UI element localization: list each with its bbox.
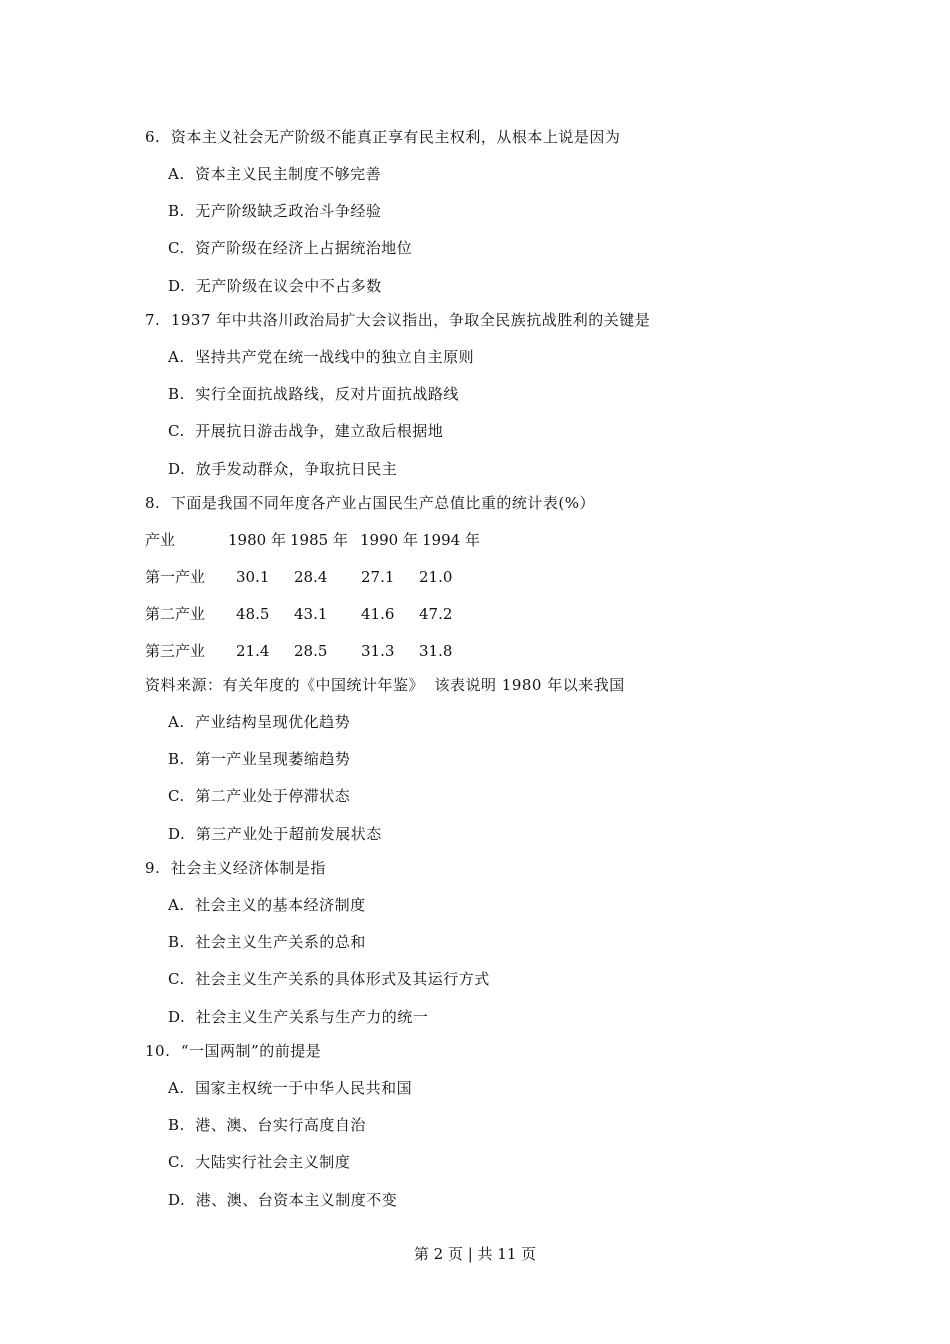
question-6-option-d: D. 无产阶级在议会中不占多数 xyxy=(168,277,382,295)
question-8-option-b: B. 第一产业呈现萎缩趋势 xyxy=(168,750,351,768)
question-9-option-d: D. 社会主义生产关系与生产力的统一 xyxy=(168,1008,429,1026)
question-7-option-b: B. 实行全面抗战路线，反对片面抗战路线 xyxy=(168,385,459,403)
question-7-stem: 7. 1937 年中共洛川政治局扩大会议指出，争取全民族抗战胜利的关键是 xyxy=(145,311,651,329)
table-cell: 28.4 xyxy=(294,568,328,586)
table-source-note: 资料来源：有关年度的《中国统计年鉴》 该表说明 1980 年以来我国 xyxy=(145,676,625,694)
question-10-stem: 10. “一国两制”的前提是 xyxy=(145,1042,322,1060)
question-10-option-a: A. 国家主权统一于中华人民共和国 xyxy=(168,1079,413,1097)
question-7-option-a: A. 坚持共产党在统一战线中的独立自主原则 xyxy=(168,348,475,366)
table-cell: 28.5 xyxy=(294,642,328,660)
table-cell-label: 第一产业 xyxy=(145,568,206,586)
table-header-1994: 1994 年 xyxy=(422,531,480,549)
question-6-stem: 6. 资本主义社会无产阶级不能真正享有民主权利，从根本上说是因为 xyxy=(145,128,621,146)
table-cell: 41.6 xyxy=(361,605,395,623)
table-cell-label: 第三产业 xyxy=(145,642,206,660)
question-7-option-c: C. 开展抗日游击战争，建立敌后根据地 xyxy=(168,422,444,440)
question-9-option-a: A. 社会主义的基本经济制度 xyxy=(168,896,366,914)
table-cell: 31.3 xyxy=(361,642,395,660)
question-6-option-a: A. 资本主义民主制度不够完善 xyxy=(168,165,382,183)
table-cell: 21.0 xyxy=(419,568,453,586)
question-10-option-d: D. 港、澳、台资本主义制度不变 xyxy=(168,1191,398,1209)
question-8-option-d: D. 第三产业处于超前发展状态 xyxy=(168,825,382,843)
table-cell-label: 第二产业 xyxy=(145,605,206,623)
question-6-option-c: C. 资产阶级在经济上占据统治地位 xyxy=(168,239,413,257)
question-9-option-c: C. 社会主义生产关系的具体形式及其运行方式 xyxy=(168,970,490,988)
question-9-option-b: B. 社会主义生产关系的总和 xyxy=(168,933,366,951)
question-8-option-c: C. 第二产业处于停滞状态 xyxy=(168,787,351,805)
question-6-option-b: B. 无产阶级缺乏政治斗争经验 xyxy=(168,202,382,220)
question-7-option-d: D. 放手发动群众，争取抗日民主 xyxy=(168,460,398,478)
table-cell: 30.1 xyxy=(236,568,270,586)
table-cell: 21.4 xyxy=(236,642,270,660)
table-cell: 47.2 xyxy=(419,605,453,623)
table-cell: 31.8 xyxy=(419,642,453,660)
question-8-option-a: A. 产业结构呈现优化趋势 xyxy=(168,713,351,731)
table-header-1980: 1980 年 xyxy=(228,531,286,549)
table-header-industry: 产业 xyxy=(145,531,176,549)
table-cell: 43.1 xyxy=(294,605,328,623)
question-9-stem: 9. 社会主义经济体制是指 xyxy=(145,859,326,877)
table-cell: 27.1 xyxy=(361,568,395,586)
table-cell: 48.5 xyxy=(236,605,270,623)
question-8-stem: 8. 下面是我国不同年度各产业占国民生产总值比重的统计表(%） xyxy=(145,494,595,512)
question-10-option-c: C. 大陆实行社会主义制度 xyxy=(168,1153,351,1171)
question-10-option-b: B. 港、澳、台实行高度自治 xyxy=(168,1116,366,1134)
table-header-1990: 1990 年 xyxy=(360,531,418,549)
table-header-1985: 1985 年 xyxy=(290,531,348,549)
page-footer: 第 2 页 | 共 11 页 xyxy=(413,1245,537,1263)
